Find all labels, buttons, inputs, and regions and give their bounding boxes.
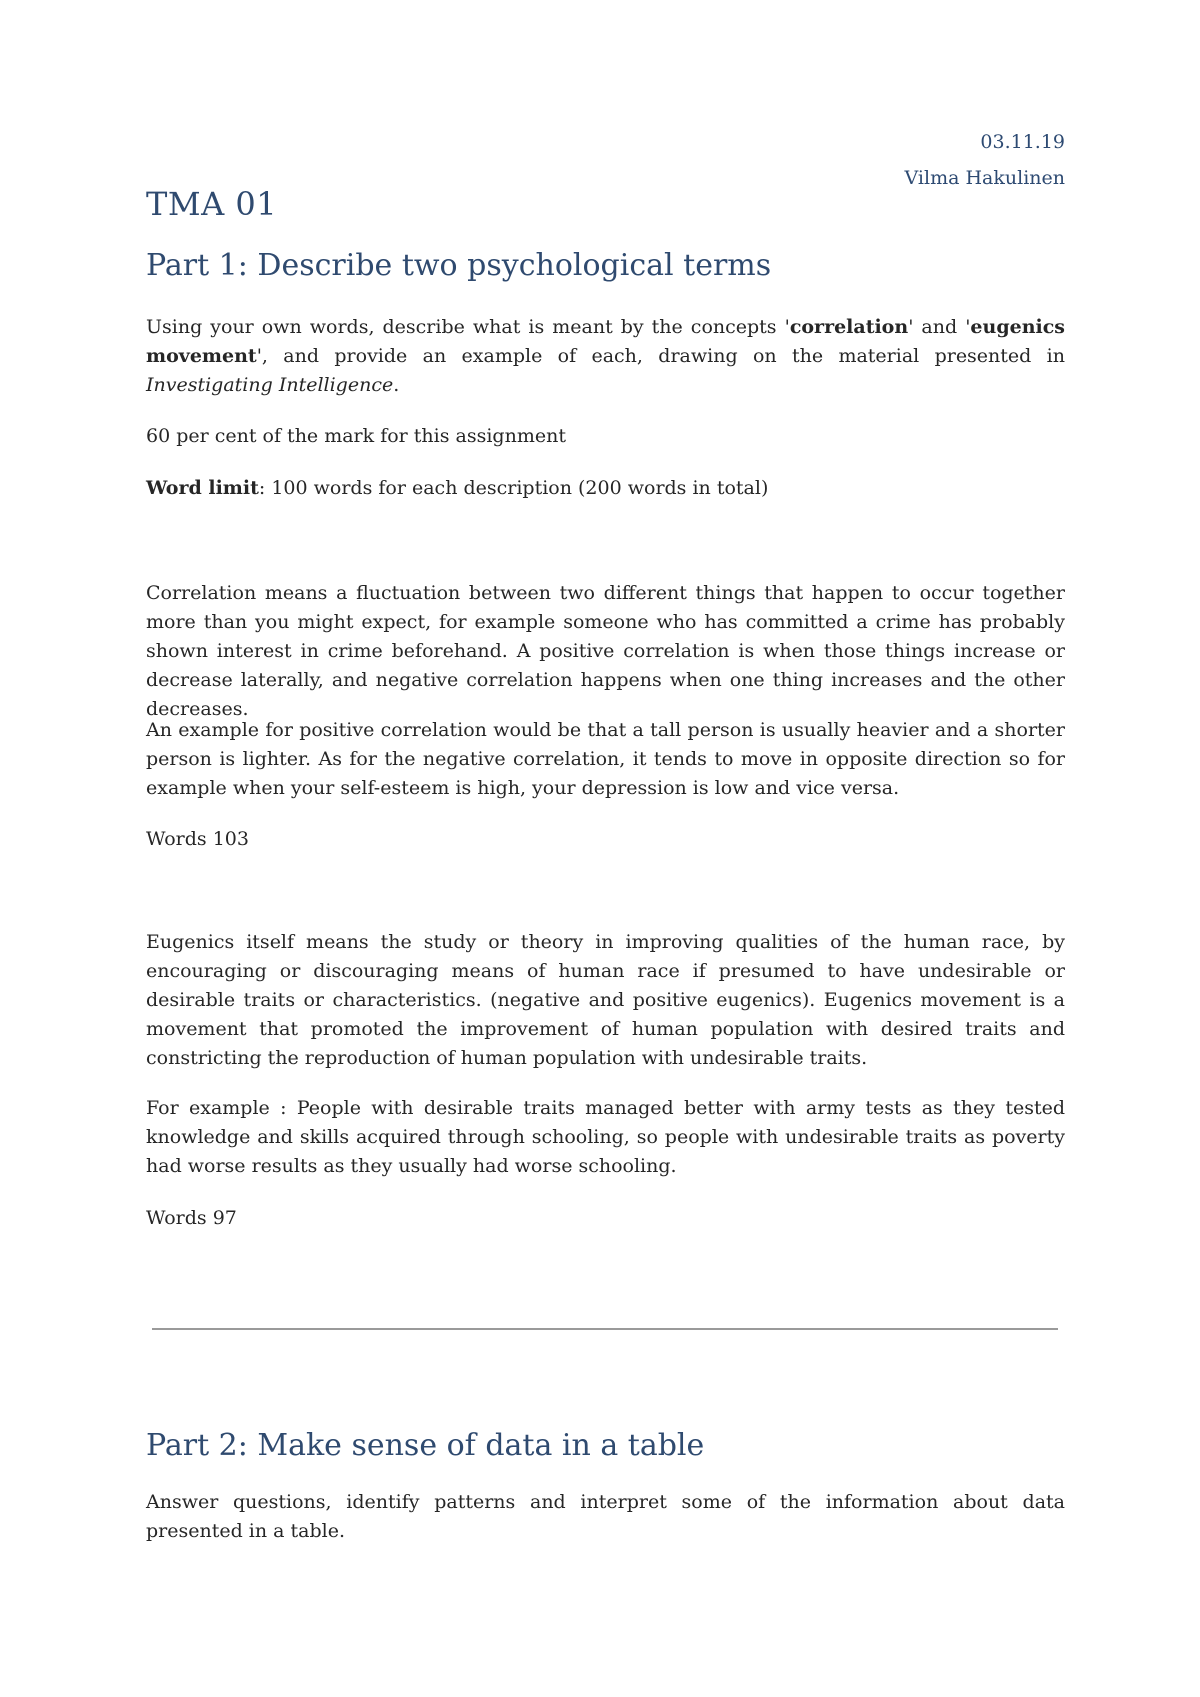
word-count: Words 103	[146, 828, 249, 850]
instructions-text: Using your own words, describe what is meant by the concepts '	[146, 316, 790, 338]
answer-correlation-paragraph-1	[146, 579, 1065, 724]
part1-heading: Part 1: Describe two psychological terms	[146, 248, 772, 283]
instructions-text: ' and '	[908, 316, 971, 338]
term-eugenics-movement: eugenics movement	[146, 316, 1065, 367]
word-limit-label: Word limit	[146, 477, 259, 499]
part2-instructions	[146, 1488, 1065, 1546]
document-meta	[905, 124, 1065, 196]
word-limit-text: : 100 words for each description (200 words in total)	[258, 477, 769, 499]
answer-paragraph: An example for positive correlation would be that a tall person is usually heavier and a shorter person is lighter. As for the negative correlation, it tends to move in opposite direction so for example when your self-esteem is high, your depression is low and vice versa.	[146, 719, 1065, 799]
word-count: Words 97	[146, 1207, 237, 1229]
answer-correlation-paragraph-2	[146, 716, 1065, 803]
instructions-text: .	[393, 374, 400, 396]
answer-eugenics-paragraph-1	[146, 928, 1065, 1073]
part2-instructions-text: Answer questions, identify patterns and interpret some of the information about data presented in a table.	[146, 1491, 1065, 1542]
answer-paragraph: Eugenics itself means the study or theory in improving qualities of the human race, by encouraging or discouraging means of human race if presumed to have undesirable or desirable traits or characteristics. (negative and positive eugenics). Eugenics movement is a movement that promoted the improvement of human population with desired traits and constricting the reproduction of human population with undesirable traits.	[146, 931, 1065, 1069]
document-author: Vilma Hakulinen	[904, 167, 1065, 189]
section-divider	[152, 1328, 1058, 1330]
answer-eugenics-paragraph-2	[146, 1094, 1065, 1181]
answer-eugenics-word-count	[146, 1204, 1065, 1233]
answer-paragraph: For example : People with desirable traits managed better with army tests as they tested knowledge and skills acquired through schooling, so people with undesirable traits as poverty had worse results as they usually had worse schooling.	[146, 1097, 1065, 1177]
instructions-text: ', and provide an example of each, drawing on the material presented in	[256, 345, 1065, 367]
answer-paragraph: Correlation means a fluctuation between two different things that happen to occur together more than you might expect, for example someone who has committed a crime has probably shown interest in crime beforehand. A positive correlation is when those things increase or decrease laterally, and negative correlation happens when one thing increases and the other decreases.	[146, 582, 1065, 720]
source-title: Investigating Intelligence	[146, 374, 394, 396]
mark-share-note	[146, 422, 1065, 451]
document-title: TMA 01	[146, 185, 278, 223]
document-date: 03.11.19	[980, 131, 1065, 153]
part2-heading: Part 2: Make sense of data in a table	[146, 1428, 705, 1463]
mark-share-text: 60 per cent of the mark for this assignment	[146, 425, 566, 447]
word-limit-note	[146, 474, 1065, 503]
term-correlation: correlation	[789, 316, 909, 338]
answer-correlation-word-count	[146, 825, 1065, 854]
part1-instructions	[146, 313, 1065, 400]
